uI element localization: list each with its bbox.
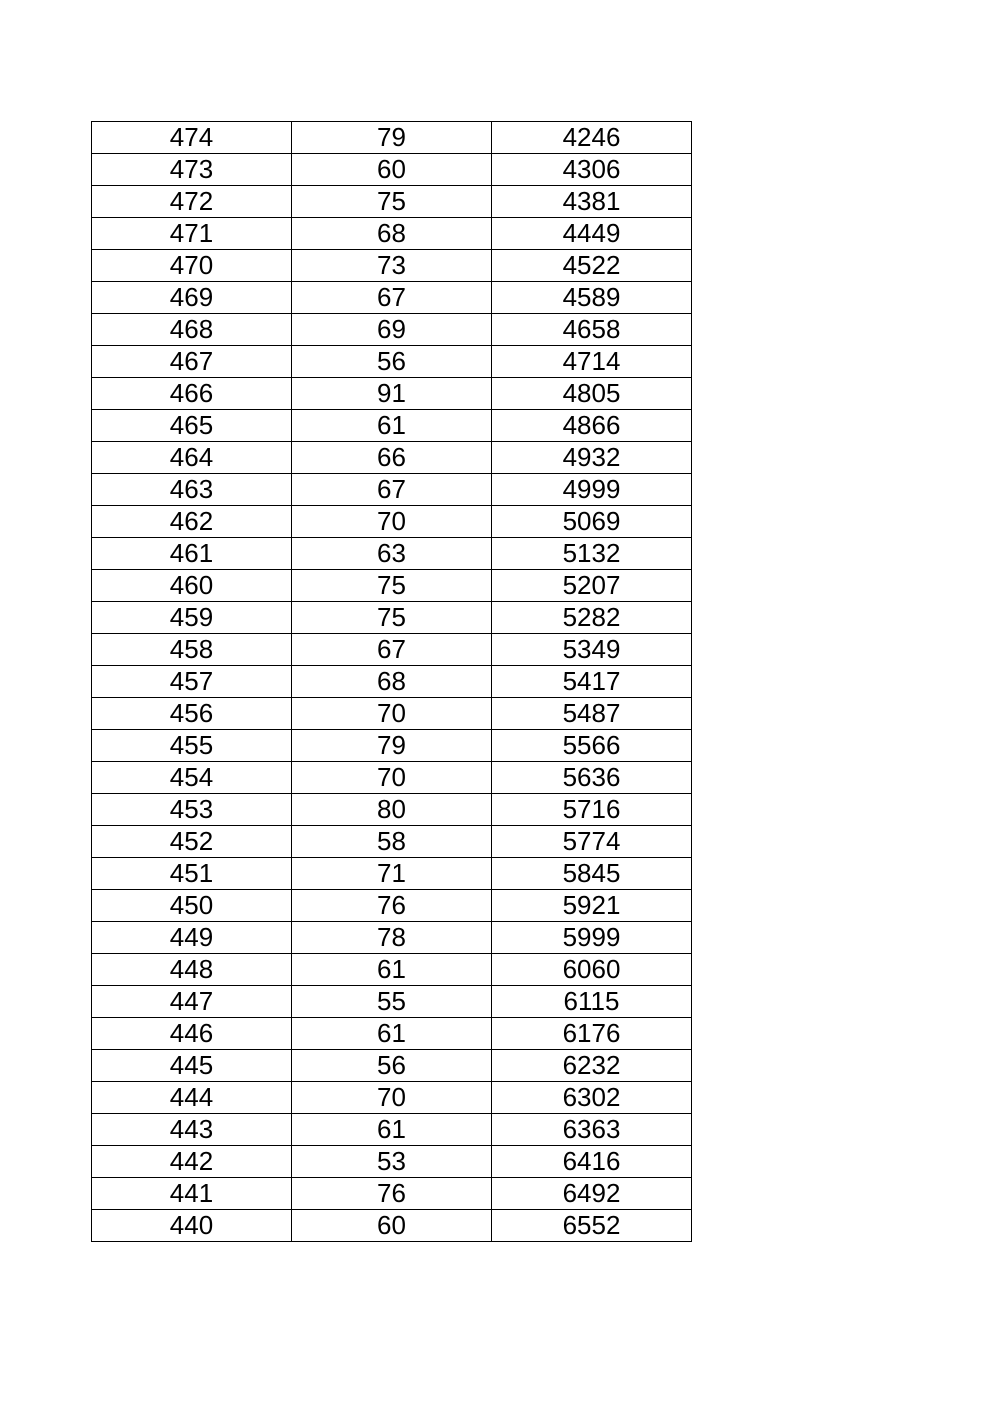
table-cell: 462 xyxy=(92,506,292,538)
table-row xyxy=(92,730,692,762)
table-cell: 474 xyxy=(92,122,292,154)
table-cell: 68 xyxy=(292,666,492,698)
table-cell: 71 xyxy=(292,858,492,890)
table-cell: 79 xyxy=(292,730,492,762)
table-cell: 5207 xyxy=(492,570,692,602)
table-cell: 70 xyxy=(292,698,492,730)
table-cell: 4999 xyxy=(492,474,692,506)
score-table-body xyxy=(92,122,692,1242)
table-cell: 56 xyxy=(292,1050,492,1082)
table-cell: 68 xyxy=(292,218,492,250)
table-cell: 61 xyxy=(292,1114,492,1146)
table-cell: 67 xyxy=(292,474,492,506)
table-cell: 457 xyxy=(92,666,292,698)
table-cell: 4381 xyxy=(492,186,692,218)
table-cell: 6232 xyxy=(492,1050,692,1082)
table-cell: 60 xyxy=(292,1210,492,1242)
table-cell: 453 xyxy=(92,794,292,826)
table-row xyxy=(92,858,692,890)
table-cell: 450 xyxy=(92,890,292,922)
table-cell: 80 xyxy=(292,794,492,826)
table-cell: 449 xyxy=(92,922,292,954)
table-row xyxy=(92,634,692,666)
table-cell: 454 xyxy=(92,762,292,794)
table-cell: 442 xyxy=(92,1146,292,1178)
table-row xyxy=(92,1210,692,1242)
table-cell: 447 xyxy=(92,986,292,1018)
table-cell: 5132 xyxy=(492,538,692,570)
table-cell: 5349 xyxy=(492,634,692,666)
table-cell: 75 xyxy=(292,602,492,634)
table-row xyxy=(92,570,692,602)
table-row xyxy=(92,1114,692,1146)
table-cell: 5417 xyxy=(492,666,692,698)
table-cell: 63 xyxy=(292,538,492,570)
table-cell: 465 xyxy=(92,410,292,442)
table-cell: 5774 xyxy=(492,826,692,858)
table-cell: 75 xyxy=(292,570,492,602)
table-row xyxy=(92,602,692,634)
table-row xyxy=(92,282,692,314)
table-cell: 5716 xyxy=(492,794,692,826)
table-row xyxy=(92,1050,692,1082)
table-row xyxy=(92,1018,692,1050)
table-cell: 70 xyxy=(292,1082,492,1114)
table-cell: 460 xyxy=(92,570,292,602)
table-row xyxy=(92,1082,692,1114)
table-row xyxy=(92,122,692,154)
table-row xyxy=(92,474,692,506)
score-table xyxy=(91,121,692,1242)
table-cell: 79 xyxy=(292,122,492,154)
table-row xyxy=(92,314,692,346)
table-row xyxy=(92,698,692,730)
table-cell: 91 xyxy=(292,378,492,410)
table-cell: 470 xyxy=(92,250,292,282)
table-cell: 58 xyxy=(292,826,492,858)
table-cell: 67 xyxy=(292,282,492,314)
table-row xyxy=(92,1178,692,1210)
table-cell: 4658 xyxy=(492,314,692,346)
table-cell: 5566 xyxy=(492,730,692,762)
table-cell: 456 xyxy=(92,698,292,730)
table-row xyxy=(92,954,692,986)
table-cell: 4714 xyxy=(492,346,692,378)
table-row xyxy=(92,186,692,218)
table-cell: 455 xyxy=(92,730,292,762)
table-cell: 6552 xyxy=(492,1210,692,1242)
table-cell: 60 xyxy=(292,154,492,186)
table-cell: 76 xyxy=(292,890,492,922)
table-row xyxy=(92,378,692,410)
table-row xyxy=(92,986,692,1018)
table-cell: 451 xyxy=(92,858,292,890)
table-cell: 75 xyxy=(292,186,492,218)
table-cell: 6176 xyxy=(492,1018,692,1050)
table-cell: 4246 xyxy=(492,122,692,154)
table-row xyxy=(92,506,692,538)
table-cell: 445 xyxy=(92,1050,292,1082)
table-cell: 70 xyxy=(292,506,492,538)
table-cell: 458 xyxy=(92,634,292,666)
table-cell: 4449 xyxy=(492,218,692,250)
table-cell: 466 xyxy=(92,378,292,410)
table-cell: 56 xyxy=(292,346,492,378)
table-cell: 444 xyxy=(92,1082,292,1114)
table-cell: 67 xyxy=(292,634,492,666)
table-row xyxy=(92,666,692,698)
table-row xyxy=(92,250,692,282)
table-cell: 6416 xyxy=(492,1146,692,1178)
table-cell: 5845 xyxy=(492,858,692,890)
table-cell: 69 xyxy=(292,314,492,346)
table-cell: 6302 xyxy=(492,1082,692,1114)
table-cell: 4866 xyxy=(492,410,692,442)
table-cell: 4932 xyxy=(492,442,692,474)
table-cell: 471 xyxy=(92,218,292,250)
table-cell: 70 xyxy=(292,762,492,794)
table-row xyxy=(92,218,692,250)
table-cell: 4522 xyxy=(492,250,692,282)
table-cell: 61 xyxy=(292,954,492,986)
table-cell: 76 xyxy=(292,1178,492,1210)
table-cell: 473 xyxy=(92,154,292,186)
table-cell: 452 xyxy=(92,826,292,858)
table-cell: 443 xyxy=(92,1114,292,1146)
table-row xyxy=(92,826,692,858)
table-cell: 5999 xyxy=(492,922,692,954)
table-row xyxy=(92,762,692,794)
table-cell: 469 xyxy=(92,282,292,314)
table-row xyxy=(92,154,692,186)
table-cell: 467 xyxy=(92,346,292,378)
table-cell: 441 xyxy=(92,1178,292,1210)
table-cell: 5069 xyxy=(492,506,692,538)
table-cell: 5282 xyxy=(492,602,692,634)
table-row xyxy=(92,890,692,922)
table-row xyxy=(92,1146,692,1178)
table-cell: 4805 xyxy=(492,378,692,410)
table-cell: 459 xyxy=(92,602,292,634)
table-cell: 461 xyxy=(92,538,292,570)
table-cell: 6363 xyxy=(492,1114,692,1146)
table-cell: 61 xyxy=(292,410,492,442)
table-cell: 66 xyxy=(292,442,492,474)
table-cell: 6115 xyxy=(492,986,692,1018)
table-cell: 78 xyxy=(292,922,492,954)
table-cell: 4306 xyxy=(492,154,692,186)
table-cell: 55 xyxy=(292,986,492,1018)
table-cell: 5636 xyxy=(492,762,692,794)
table-cell: 446 xyxy=(92,1018,292,1050)
table-row xyxy=(92,794,692,826)
table-cell: 468 xyxy=(92,314,292,346)
table-cell: 5487 xyxy=(492,698,692,730)
table-cell: 61 xyxy=(292,1018,492,1050)
table-cell: 5921 xyxy=(492,890,692,922)
table-cell: 73 xyxy=(292,250,492,282)
table-cell: 440 xyxy=(92,1210,292,1242)
table-row xyxy=(92,538,692,570)
table-cell: 448 xyxy=(92,954,292,986)
table-row xyxy=(92,346,692,378)
table-cell: 464 xyxy=(92,442,292,474)
table-cell: 6060 xyxy=(492,954,692,986)
table-cell: 6492 xyxy=(492,1178,692,1210)
table-row xyxy=(92,442,692,474)
table-row xyxy=(92,410,692,442)
table-row xyxy=(92,922,692,954)
table-cell: 463 xyxy=(92,474,292,506)
table-cell: 4589 xyxy=(492,282,692,314)
table-cell: 53 xyxy=(292,1146,492,1178)
table-cell: 472 xyxy=(92,186,292,218)
